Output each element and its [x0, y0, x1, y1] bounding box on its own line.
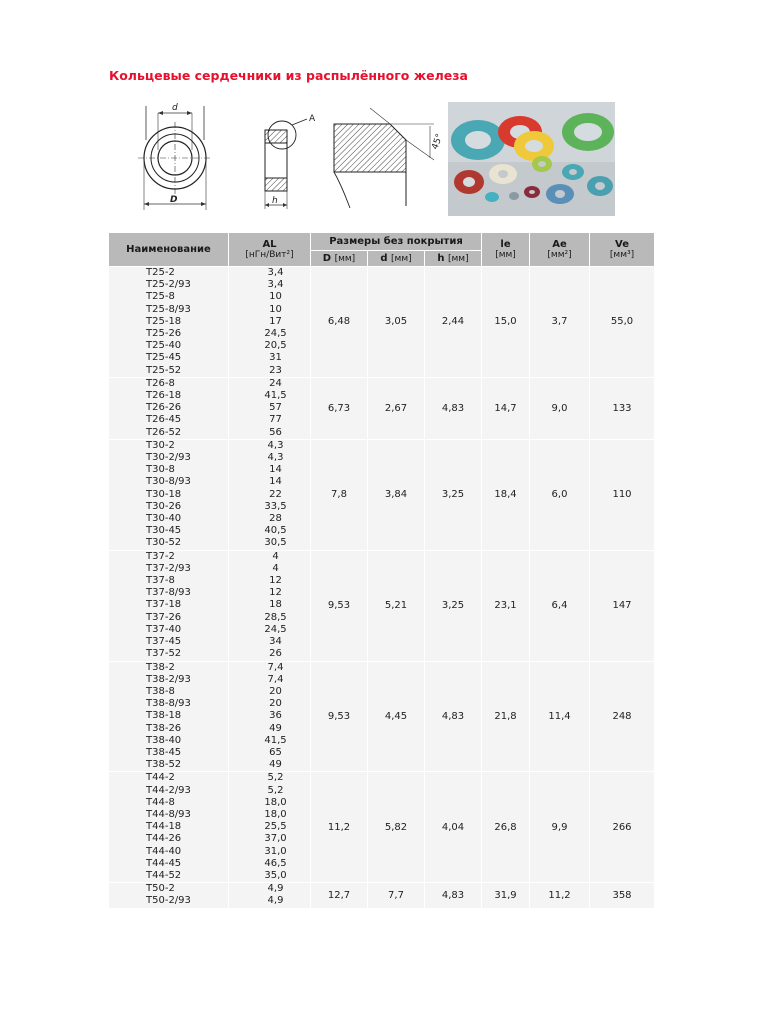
core-names-cell [109, 377, 229, 439]
ring-section-diagram [244, 105, 326, 211]
cell-le: 15,0 [482, 267, 530, 378]
angle-label: 45° [430, 132, 446, 152]
al-value: 41,5 [264, 734, 287, 746]
al-value: 5,2 [267, 772, 284, 784]
al-value: 5,2 [267, 784, 284, 796]
cores-table [108, 232, 655, 909]
cell-le: 21,8 [482, 661, 530, 772]
col-header-al: AL [нГн/Вит²] [229, 233, 311, 267]
cell-d: 7,7 [368, 883, 425, 908]
al-values-cell [229, 439, 311, 550]
core-name: T26-52 [146, 426, 182, 438]
al-values-cell [229, 772, 311, 883]
core-name: T30-18 [146, 488, 182, 500]
al-value: 10 [269, 291, 282, 303]
col-header-le: le [мм] [482, 233, 530, 267]
al-value: 77 [269, 414, 282, 426]
al-value: 49 [269, 759, 282, 771]
col-header-ae: Ae [мм²] [530, 233, 590, 267]
core-name: T30-2 [146, 439, 175, 451]
core-name: T26-8 [146, 377, 175, 389]
core-name: T26-18 [146, 390, 182, 402]
core-name: T44-2/93 [146, 784, 191, 796]
cell-ve: 133 [590, 377, 655, 439]
core-name: T38-8/93 [146, 698, 191, 710]
al-value: 26 [269, 648, 282, 660]
core-name: T26-26 [146, 402, 182, 414]
core-name: T44-18 [146, 821, 182, 833]
core-names-cell [109, 661, 229, 772]
core-names-cell [109, 439, 229, 550]
cell-ae: 9,0 [530, 377, 590, 439]
core-name: T25-8 [146, 291, 175, 303]
al-value: 24,5 [264, 623, 287, 635]
al-value: 28,5 [264, 611, 287, 623]
al-value: 12 [269, 575, 282, 587]
cell-D: 12,7 [311, 883, 368, 908]
core-name: T44-45 [146, 857, 182, 869]
cell-ae: 11,4 [530, 661, 590, 772]
cell-h: 3,25 [425, 439, 482, 550]
core-names-cell [109, 550, 229, 661]
core-name: T30-8/93 [146, 476, 191, 488]
al-value: 12 [269, 587, 282, 599]
h-label: h [272, 196, 278, 206]
ring-front-diagram [134, 100, 216, 212]
core-names-cell [109, 772, 229, 883]
al-value: 41,5 [264, 390, 287, 402]
core-name: T37-2 [146, 550, 175, 562]
core-name: T37-52 [146, 648, 182, 660]
core-name: T25-2/93 [146, 279, 191, 291]
cell-ve: 55,0 [590, 267, 655, 378]
D-label: D [170, 195, 178, 205]
core-name: T50-2 [146, 883, 175, 895]
table-row [109, 772, 655, 883]
col-header-d: d [мм] [368, 251, 425, 267]
core-name: T38-52 [146, 759, 182, 771]
core-name: T25-18 [146, 315, 182, 327]
cell-ve: 266 [590, 772, 655, 883]
cell-le: 14,7 [482, 377, 530, 439]
table-row [109, 267, 655, 378]
al-value: 37,0 [264, 833, 287, 845]
col-header-h: h [мм] [425, 251, 482, 267]
al-value: 20,5 [264, 340, 287, 352]
al-value: 20 [269, 685, 282, 697]
table-row [109, 883, 655, 908]
core-name: T38-18 [146, 710, 182, 722]
core-name: T37-45 [146, 636, 182, 648]
core-name: T44-40 [146, 845, 182, 857]
col-header-D: D [мм] [311, 251, 368, 267]
al-value: 4,3 [267, 439, 284, 451]
a-label: A [309, 114, 316, 124]
core-name: T38-2 [146, 661, 175, 673]
al-values-cell [229, 267, 311, 378]
core-names-cell [109, 267, 229, 378]
al-value: 4 [272, 550, 279, 562]
cell-le: 31,9 [482, 883, 530, 908]
al-value: 4,9 [267, 895, 284, 907]
col-header-ve: Ve [мм³] [590, 233, 655, 267]
core-name: T26-45 [146, 414, 182, 426]
al-value: 57 [269, 402, 282, 414]
core-name: T30-2/93 [146, 452, 191, 464]
page-title: Кольцевые сердечники из распылённого железа [109, 68, 468, 83]
cell-h: 4,83 [425, 661, 482, 772]
core-name: T30-52 [146, 537, 182, 549]
table-row [109, 661, 655, 772]
cell-h: 4,83 [425, 883, 482, 908]
core-name: T25-26 [146, 328, 182, 340]
al-value: 34 [269, 636, 282, 648]
al-value: 23 [269, 364, 282, 376]
core-name: T30-8 [146, 464, 175, 476]
core-name: T25-52 [146, 364, 182, 376]
al-value: 31,0 [264, 845, 287, 857]
table-row [109, 439, 655, 550]
core-name: T37-26 [146, 611, 182, 623]
table-row [109, 550, 655, 661]
core-name: T30-45 [146, 525, 182, 537]
cell-ve: 110 [590, 439, 655, 550]
al-value: 49 [269, 722, 282, 734]
cell-D: 9,53 [311, 550, 368, 661]
cell-D: 9,53 [311, 661, 368, 772]
al-value: 25,5 [264, 821, 287, 833]
al-value: 3,4 [267, 279, 284, 291]
core-name: T44-8 [146, 796, 175, 808]
core-name: T50-2/93 [146, 895, 191, 907]
cell-d: 3,84 [368, 439, 425, 550]
cell-d: 3,05 [368, 267, 425, 378]
al-value: 14 [269, 464, 282, 476]
cell-h: 4,83 [425, 377, 482, 439]
cell-ae: 11,2 [530, 883, 590, 908]
al-value: 20 [269, 698, 282, 710]
core-name: T38-26 [146, 722, 182, 734]
al-value: 4 [272, 562, 279, 574]
cell-d: 5,21 [368, 550, 425, 661]
al-value: 56 [269, 426, 282, 438]
al-value: 22 [269, 488, 282, 500]
cell-ae: 6,0 [530, 439, 590, 550]
al-value: 7,4 [267, 661, 284, 673]
cell-d: 2,67 [368, 377, 425, 439]
al-value: 18,0 [264, 796, 287, 808]
cell-ae: 3,7 [530, 267, 590, 378]
core-name: T37-40 [146, 623, 182, 635]
cell-h: 3,25 [425, 550, 482, 661]
cell-le: 26,8 [482, 772, 530, 883]
al-value: 18,0 [264, 808, 287, 820]
al-value: 33,5 [264, 500, 287, 512]
al-value: 10 [269, 303, 282, 315]
al-value: 4,3 [267, 452, 284, 464]
core-name: T37-8/93 [146, 587, 191, 599]
al-value: 46,5 [264, 857, 287, 869]
core-name: T30-40 [146, 513, 182, 525]
d-label: d [172, 103, 178, 113]
cell-ve: 248 [590, 661, 655, 772]
edge-detail-diagram [330, 102, 446, 212]
al-value: 30,5 [264, 537, 287, 549]
al-value: 40,5 [264, 525, 287, 537]
al-value: 28 [269, 513, 282, 525]
cell-h: 2,44 [425, 267, 482, 378]
table-row [109, 377, 655, 439]
al-value: 35,0 [264, 869, 287, 881]
al-value: 24,5 [264, 328, 287, 340]
al-value: 3,4 [267, 267, 284, 278]
cell-le: 18,4 [482, 439, 530, 550]
al-value: 36 [269, 710, 282, 722]
cell-d: 4,45 [368, 661, 425, 772]
core-name: T37-18 [146, 599, 182, 611]
al-value: 7,4 [267, 673, 284, 685]
al-value: 65 [269, 746, 282, 758]
core-name: T30-26 [146, 500, 182, 512]
cell-D: 11,2 [311, 772, 368, 883]
core-name: T44-2 [146, 772, 175, 784]
cell-ve: 147 [590, 550, 655, 661]
core-name: T37-2/93 [146, 562, 191, 574]
core-name: T25-8/93 [146, 303, 191, 315]
core-name: T25-2 [146, 267, 175, 278]
core-name: T25-40 [146, 340, 182, 352]
cell-h: 4,04 [425, 772, 482, 883]
cell-ve: 358 [590, 883, 655, 908]
cell-ae: 6,4 [530, 550, 590, 661]
cell-d: 5,82 [368, 772, 425, 883]
col-header-name: Наименование [109, 233, 229, 267]
col-header-dims-group: Размеры без покрытия [311, 233, 482, 251]
al-value: 18 [269, 599, 282, 611]
al-value: 14 [269, 476, 282, 488]
core-name: T44-26 [146, 833, 182, 845]
core-name: T37-8 [146, 575, 175, 587]
al-value: 17 [269, 315, 282, 327]
core-name: T44-8/93 [146, 808, 191, 820]
core-name: T38-2/93 [146, 673, 191, 685]
al-values-cell [229, 550, 311, 661]
core-name: T38-40 [146, 734, 182, 746]
cell-D: 6,48 [311, 267, 368, 378]
cell-D: 7,8 [311, 439, 368, 550]
al-values-cell [229, 883, 311, 908]
core-name: T25-45 [146, 352, 182, 364]
al-values-cell [229, 661, 311, 772]
al-value: 4,9 [267, 883, 284, 895]
core-name: T38-45 [146, 746, 182, 758]
cores-photo [448, 102, 615, 216]
core-name: T44-52 [146, 869, 182, 881]
cell-le: 23,1 [482, 550, 530, 661]
al-value: 24 [269, 377, 282, 389]
cell-D: 6,73 [311, 377, 368, 439]
core-names-cell [109, 883, 229, 908]
al-value: 31 [269, 352, 282, 364]
cell-ae: 9,9 [530, 772, 590, 883]
al-values-cell [229, 377, 311, 439]
core-name: T38-8 [146, 685, 175, 697]
